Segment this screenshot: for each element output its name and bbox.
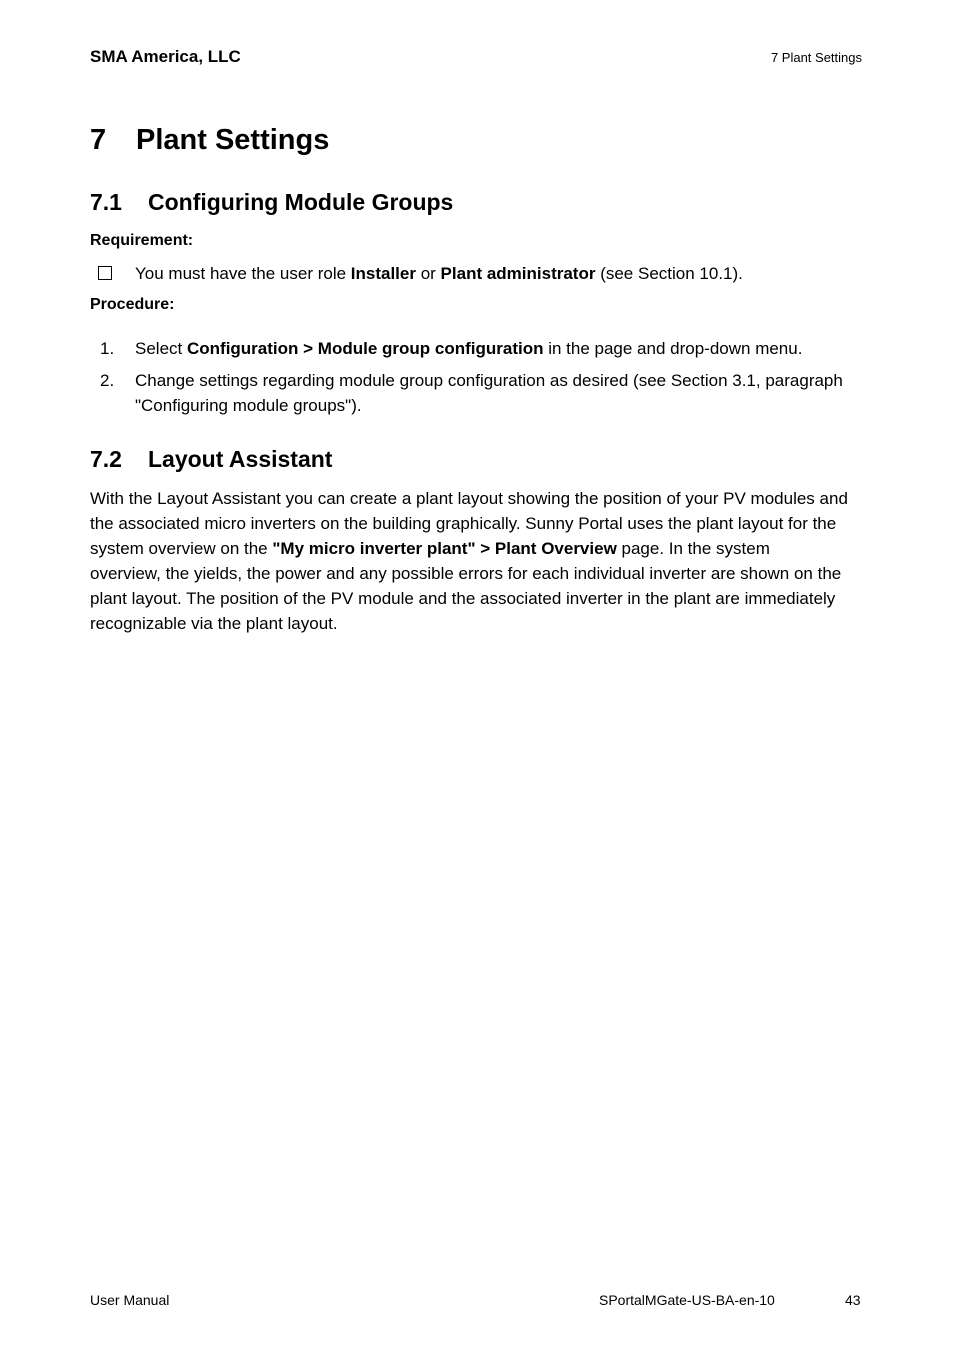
chapter-heading xyxy=(90,124,329,157)
paragraph-text: system overview on the xyxy=(90,539,273,558)
menu-path: Configuration > Module group configuration xyxy=(186,339,544,358)
paragraph-text: page. In the system xyxy=(616,539,770,558)
paragraph-line: the associated micro inverters on the building graphically. Sunny Portal uses the plant layout for the xyxy=(90,514,837,533)
role-installer: Installer xyxy=(350,264,416,283)
role-plant-administrator: Plant administrator xyxy=(440,264,596,283)
requirement-text-pre: You must have the user role xyxy=(135,264,351,283)
footer-document-id: SPortalMGate-US-BA-en-10 xyxy=(599,1292,775,1308)
requirement-text-post: (see Section 10.1). xyxy=(595,264,743,283)
section-title: Configuring Module Groups xyxy=(148,189,454,215)
chapter-title: Plant Settings xyxy=(136,124,330,156)
requirement-label: Requirement: xyxy=(90,232,194,249)
step-text xyxy=(135,368,843,418)
step-text-pre: Select xyxy=(135,339,187,358)
step-text xyxy=(135,336,802,361)
footer-manual-label: User Manual xyxy=(90,1292,170,1308)
section-number: 7.1 xyxy=(90,189,122,215)
section-title: Layout Assistant xyxy=(148,446,333,472)
step-number: 2. xyxy=(100,371,115,390)
header-company: SMA America, LLC xyxy=(90,47,241,66)
paragraph-line: With the Layout Assistant you can create a plant layout showing the position of your PV modules and xyxy=(90,489,848,508)
requirement-text xyxy=(135,261,743,286)
body-paragraph xyxy=(90,486,865,636)
paragraph-line: recognizable via the plant layout. xyxy=(90,614,338,633)
step-number: 1. xyxy=(100,339,115,358)
step-text-post: in the page and drop-down menu. xyxy=(543,339,803,358)
page-number: 43 xyxy=(845,1292,861,1308)
requirement-text-mid: or xyxy=(415,264,441,283)
procedure-label: Procedure: xyxy=(90,296,175,313)
section-heading-7-2 xyxy=(90,446,332,473)
paragraph-line: overview, the yields, the power and any possible errors for each individual inverter are shown on the xyxy=(90,564,842,583)
step-text-line: Change settings regarding module group configuration as desired (see Section 3.1, paragraph xyxy=(135,371,843,390)
paragraph-line: plant layout. The position of the PV module and the associated inverter in the plant are immediately xyxy=(90,589,836,608)
paragraph-line xyxy=(90,536,865,561)
section-number: 7.2 xyxy=(90,446,122,472)
step-text-line: "Configuring module groups"). xyxy=(135,396,362,415)
chapter-number: 7 xyxy=(90,124,107,156)
checkbox-icon xyxy=(98,266,112,280)
page-path: "My micro inverter plant" > Plant Overview xyxy=(272,539,617,558)
section-heading-7-1 xyxy=(90,189,453,216)
header-section-title: 7 Plant Settings xyxy=(770,50,862,65)
